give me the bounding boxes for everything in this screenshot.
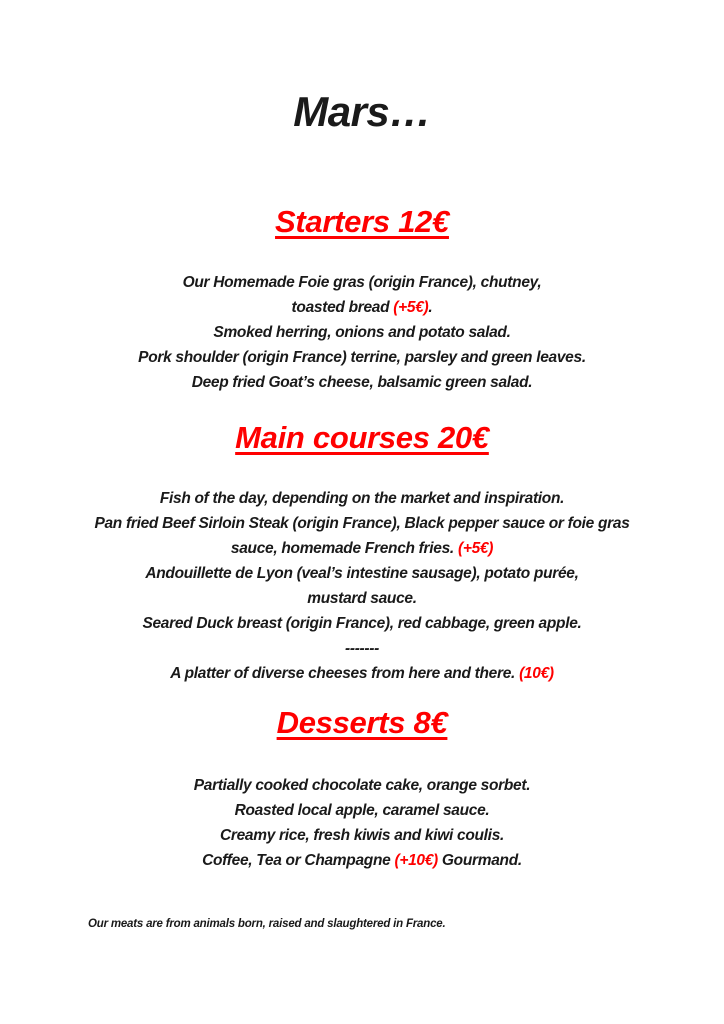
menu-item-text: Creamy rice, fresh kiwis and kiwi coulis.	[219, 827, 505, 844]
section-desserts	[0, 703, 724, 873]
menu-item-text: Roasted local apple, caramel sauce.	[234, 802, 490, 819]
section-heading-desserts: Desserts 8€	[276, 705, 448, 740]
menu-item-text: .	[428, 299, 433, 316]
menu-item-line	[0, 536, 724, 561]
menu-item-line	[0, 611, 724, 636]
menu-item-line	[0, 320, 724, 345]
menu-item-text: toasted bread	[291, 299, 394, 316]
section-lines-desserts	[0, 773, 724, 873]
menu-item-line	[0, 270, 724, 295]
menu-item-text: Coffee, Tea or Champagne	[202, 852, 395, 869]
menu-item-text: Our Homemade Foie gras (origin France), chutney,	[182, 274, 542, 291]
menu-item-line	[0, 661, 724, 686]
menu-item-line	[0, 561, 724, 586]
price-highlight: (10€)	[519, 665, 554, 682]
price-highlight: (+5€)	[457, 540, 494, 557]
menu-item-text: Smoked herring, onions and potato salad.	[213, 324, 511, 341]
footer-note: Our meats are from animals born, raised and slaughtered in France.	[88, 918, 446, 930]
menu-item-line	[0, 823, 724, 848]
section-lines-main-courses	[0, 486, 724, 686]
section-heading-starters: Starters 12€	[275, 204, 449, 239]
divider-line	[0, 636, 724, 661]
menu-item-line	[0, 486, 724, 511]
menu-item-line	[0, 773, 724, 798]
menu-item-line	[0, 586, 724, 611]
menu-item-text: Seared Duck breast (origin France), red cabbage, green apple.	[142, 615, 582, 632]
menu-item-text: A platter of diverse cheeses from here and there.	[170, 665, 520, 682]
menu-item-text: Gourmand.	[437, 852, 522, 869]
menu-item-text: Fish of the day, depending on the market and inspiration.	[159, 490, 565, 507]
menu-item-line	[0, 345, 724, 370]
menu-item-text: -------	[344, 640, 380, 657]
menu-item-text: sauce, homemade French fries.	[230, 540, 458, 557]
menu-item-line	[0, 798, 724, 823]
menu-item-text: Pan fried Beef Sirloin Steak (origin France), Black pepper sauce or foie gras	[94, 515, 630, 532]
price-highlight: (+5€)	[393, 299, 429, 316]
menu-title: Mars…	[293, 88, 431, 135]
menu-item-line	[0, 295, 724, 320]
menu-item-text: Partially cooked chocolate cake, orange sorbet.	[193, 777, 531, 794]
price-highlight: (+10€)	[394, 852, 438, 869]
menu-item-text: Pork shoulder (origin France) terrine, parsley and green leaves.	[138, 349, 586, 366]
section-starters	[0, 202, 724, 395]
menu-item-line	[0, 511, 724, 536]
menu-item-text: Deep fried Goat’s cheese, balsamic green salad.	[191, 374, 533, 391]
menu-item-line	[0, 848, 724, 873]
menu-item-text: mustard sauce.	[307, 590, 417, 607]
menu-item-line	[0, 370, 724, 395]
menu-item-text: Andouillette de Lyon (veal’s intestine sausage), potato purée,	[145, 565, 579, 582]
section-heading-main-courses: Main courses 20€	[235, 420, 489, 455]
section-lines-starters	[0, 270, 724, 395]
section-main-courses	[0, 418, 724, 686]
